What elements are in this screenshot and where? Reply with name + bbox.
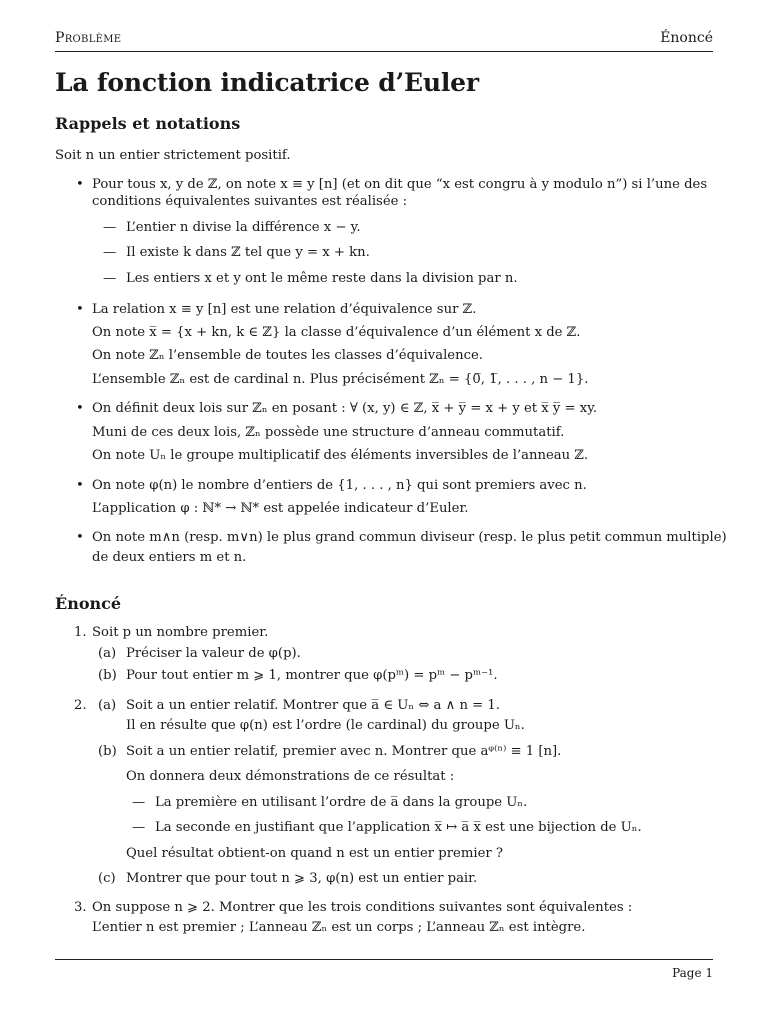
dash-3-marker: —	[103, 271, 117, 286]
question-2b-dash-1: La première en utilisant l’ordre de a̅ dans la groupe Uₙ.	[155, 795, 528, 810]
bullet-4-line-2: L’application φ : ℕ* → ℕ* est appelée indicateur d’Euler.	[92, 501, 469, 516]
page-number: Page 1	[672, 966, 713, 980]
dash-3-text: Les entiers x et y ont le même reste dans la division par n.	[126, 271, 518, 286]
header-right: Énoncé	[660, 30, 713, 46]
question-2b-line-3: Quel résultat obtient-on quand n est un entier premier ?	[126, 846, 503, 861]
bullet-3-marker: •	[76, 401, 84, 416]
question-2a-label: (a)	[98, 698, 117, 713]
footer-rule	[55, 959, 713, 960]
question-1-text: Soit p un nombre premier.	[92, 625, 269, 640]
question-3-line-2: L’entier n est premier ; L’anneau ℤₙ est un corps ; L’anneau ℤₙ est intègre.	[92, 920, 586, 935]
bullet-4-marker: •	[76, 478, 84, 493]
question-2b-dash-1-marker: —	[132, 795, 146, 810]
bullet-2-marker: •	[76, 302, 84, 317]
section-heading-rappels: Rappels et notations	[55, 114, 241, 133]
bullet-2-line-1: La relation x ≡ y [n] est une relation d’équivalence sur ℤ.	[92, 302, 477, 317]
question-2a-line-1: Soit a un entier relatif. Montrer que a̅ ∈ Uₙ ⇔ a ∧ n = 1.	[126, 698, 500, 713]
bullet-2-line-2: On note x̅ = {x + kn, k ∈ ℤ} la classe d’équivalence d’un élément x de ℤ.	[92, 325, 581, 340]
question-1a-label: (a)	[98, 646, 117, 661]
bullet-2-line-4: L’ensemble ℤₙ est de cardinal n. Plus précisément ℤₙ = {0̅, 1̅, . . . , n − 1}.	[92, 372, 589, 387]
question-2a-line-2: Il en résulte que φ(n) est l’ordre (le cardinal) du groupe Uₙ.	[126, 718, 525, 733]
bullet-2-line-3: On note ℤₙ l’ensemble de toutes les classes d’équivalence.	[92, 348, 483, 363]
intro-text: Soit n un entier strictement positif.	[55, 148, 291, 163]
question-2b-dash-2-marker: —	[132, 820, 146, 835]
bullet-1-marker: •	[76, 177, 84, 192]
bullet-5-line-1: On note m∧n (resp. m∨n) le plus grand commun diviseur (resp. le plus petit commun multiple)	[92, 530, 727, 545]
bullet-3-line-3: On note Uₙ le groupe multiplicatif des éléments inversibles de l’anneau ℤ.	[92, 448, 589, 463]
dash-2-marker: —	[103, 245, 117, 260]
question-2b-line-1: Soit a un entier relatif, premier avec n. Montrer que aᵠ⁽ⁿ⁾ ≡ 1 [n].	[126, 744, 562, 759]
bullet-1-line-1: Pour tous x, y de ℤ, on note x ≡ y [n] (et on dit que “x est congru à y modulo n”) si l’une des	[92, 177, 708, 192]
question-3-line-1: On suppose n ⩾ 2. Montrer que les trois conditions suivantes sont équivalentes :	[92, 900, 633, 915]
question-3-number: 3.	[74, 900, 87, 915]
question-1b-text: Pour tout entier m ⩾ 1, montrer que φ(pᵐ) = pᵐ − pᵐ⁻¹.	[126, 668, 498, 683]
bullet-3-line-1: On définit deux lois sur ℤₙ en posant : ∀ (x, y) ∈ ℤ, x̅ + y̅ = x + y et x̅ y̅ = xy.	[92, 401, 598, 416]
question-2c-text: Montrer que pour tout n ⩾ 3, φ(n) est un entier pair.	[126, 871, 478, 886]
question-1b-label: (b)	[98, 668, 117, 683]
question-2c-label: (c)	[98, 871, 116, 886]
question-2b-line-2: On donnera deux démonstrations de ce résultat :	[126, 769, 455, 784]
dash-1-text: L’entier n divise la différence x − y.	[126, 220, 361, 235]
header-rule	[55, 51, 713, 52]
bullet-5-marker: •	[76, 530, 84, 545]
bullet-5-line-2: de deux entiers m et n.	[92, 550, 247, 565]
dash-1-marker: —	[103, 220, 117, 235]
bullet-1-line-2: conditions équivalentes suivantes est réalisée :	[92, 194, 408, 209]
section-heading-enonce: Énoncé	[55, 594, 122, 613]
bullet-4-line-1: On note φ(n) le nombre d’entiers de {1, . . . , n} qui sont premiers avec n.	[92, 478, 587, 493]
question-2-number: 2.	[74, 698, 87, 713]
question-1a-text: Préciser la valeur de φ(p).	[126, 646, 301, 661]
question-1-number: 1.	[74, 625, 87, 640]
question-2b-label: (b)	[98, 744, 117, 759]
page-title: La fonction indicatrice d’Euler	[55, 68, 479, 97]
header-left: Problème	[55, 30, 122, 46]
dash-2-text: Il existe k dans ℤ tel que y = x + kn.	[126, 245, 370, 260]
bullet-3-line-2: Muni de ces deux lois, ℤₙ possède une structure d’anneau commutatif.	[92, 425, 565, 440]
question-2b-dash-2: La seconde en justifiant que l’application x̅ ↦ a̅ x̅ est une bijection de Uₙ.	[155, 820, 642, 835]
